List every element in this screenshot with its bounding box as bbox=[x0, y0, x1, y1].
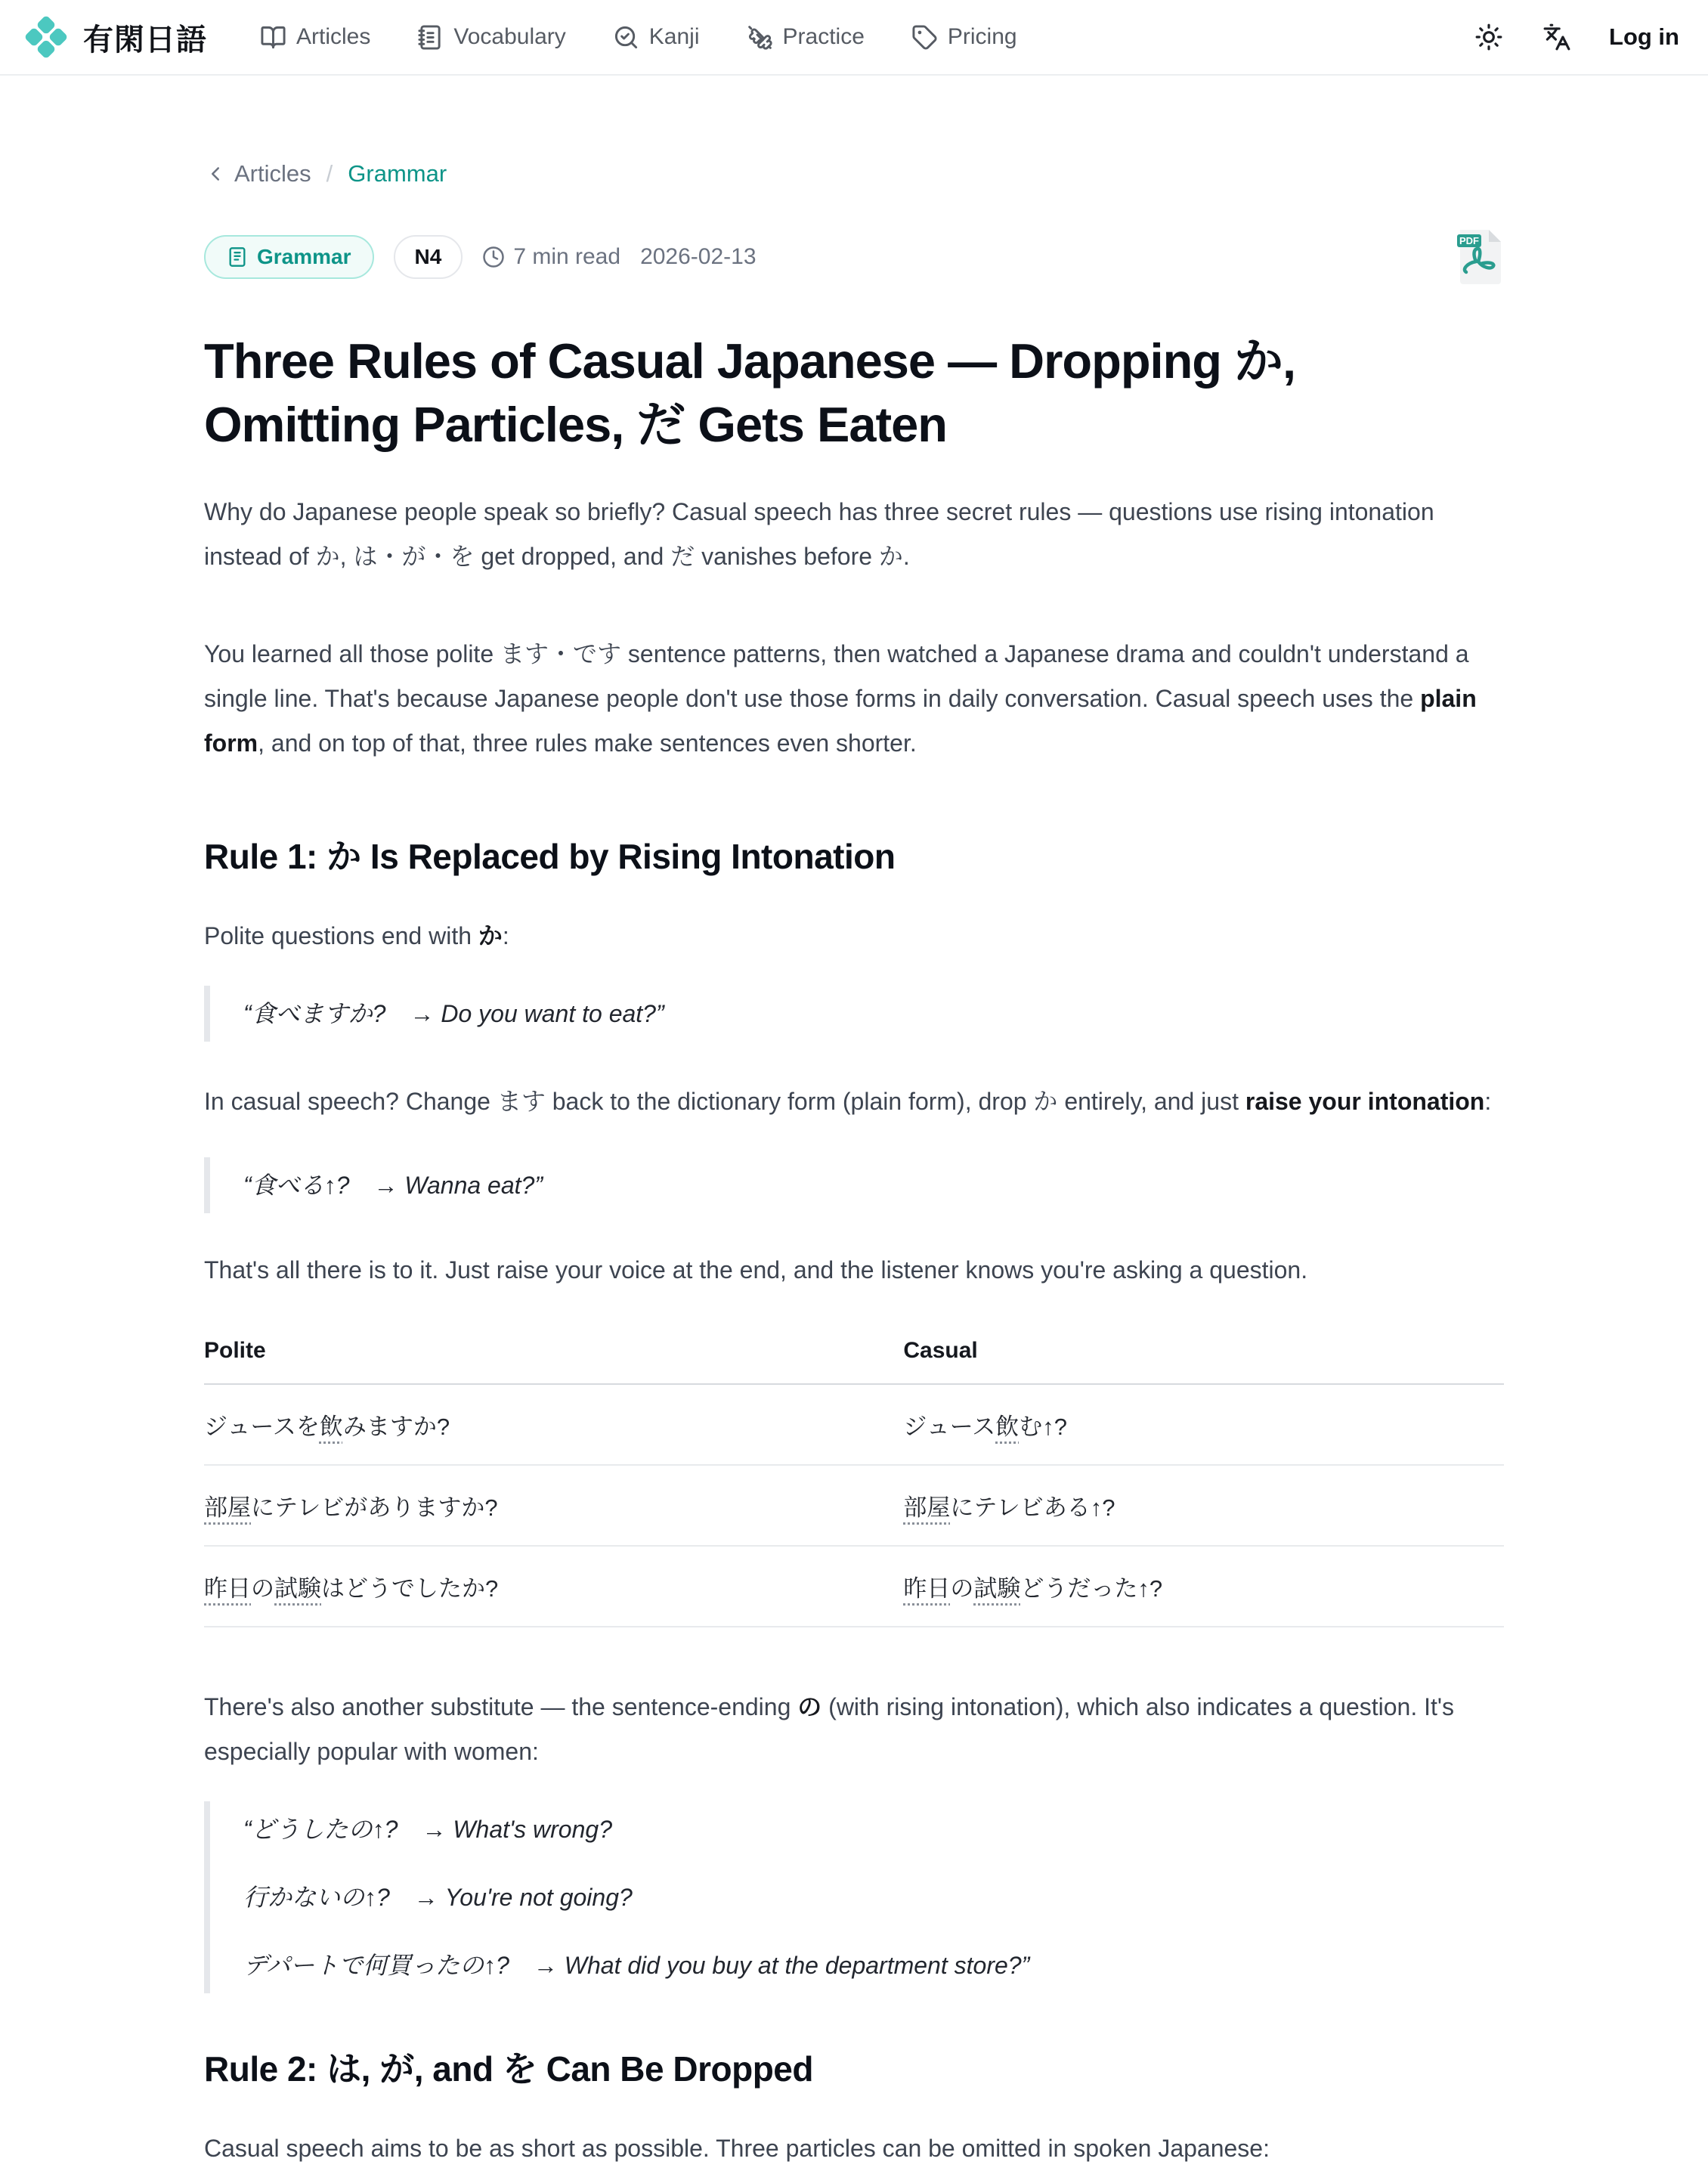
nav-item-practice[interactable] bbox=[747, 24, 865, 51]
brand-name: 有閑日語 bbox=[83, 23, 207, 57]
nav-label: Articles bbox=[296, 24, 371, 49]
search-check-icon bbox=[613, 24, 639, 51]
table-row bbox=[204, 1384, 1504, 1465]
rule2-paragraph-1: Casual speech aims to be as short as possible. Three particles can be omitted in spoken Japanese: bbox=[204, 2134, 1270, 2162]
annotated-kanji: 試験 bbox=[973, 1575, 1021, 1602]
rule1-paragraph-3: That's all there is to it. Just raise your voice at the end, and the listener knows you're asking a question. bbox=[204, 1256, 1308, 1284]
article-container bbox=[204, 160, 1504, 2171]
category-badge[interactable] bbox=[204, 235, 374, 279]
article-subtitle: Why do Japanese people speak so briefly? Casual speech has three secret rules — questions use rising intonation instead of か, は・が・を get dropped, and だ vanishes before か. bbox=[204, 497, 1434, 570]
read-time bbox=[482, 244, 620, 270]
table-cell: 部屋にテレビがありますか? bbox=[204, 1465, 903, 1546]
nav-label: Pricing bbox=[947, 24, 1017, 49]
table-cell: ジュース飲む↑? bbox=[903, 1384, 1504, 1465]
table-cell: 部屋にテレビある↑? bbox=[903, 1465, 1504, 1546]
annotated-kanji: 昨日 bbox=[204, 1575, 251, 1602]
chevron-left-icon bbox=[204, 163, 227, 185]
nav-item-vocabulary[interactable] bbox=[417, 24, 565, 51]
text-segment: , and on top of that, three rules make sentences even shorter. bbox=[258, 729, 917, 757]
category-badge-label: Grammar bbox=[257, 245, 351, 268]
table-row bbox=[204, 1546, 1504, 1627]
text-segment: : bbox=[502, 921, 509, 949]
text-segment: There's also another substitute — the sentence-ending bbox=[204, 1692, 798, 1720]
page-title: Three Rules of Casual Japanese — Dropping か, Omitting Particles, だ Gets Eaten bbox=[204, 333, 1296, 452]
quote-text: “食べますか? → Do you want to eat?” bbox=[243, 999, 664, 1027]
nav-label: Vocabulary bbox=[453, 24, 566, 49]
table-header-cell: Casual bbox=[903, 1338, 1504, 1384]
nav-label: Practice bbox=[782, 24, 865, 49]
clock-icon bbox=[482, 246, 505, 268]
text-segment: In casual speech? Change ます back to the dictionary form (plain form), drop か entirely, and just bbox=[204, 1087, 1245, 1115]
table-header-cell: Polite bbox=[204, 1338, 903, 1384]
table-cell: 昨日の試験どうだった↑? bbox=[903, 1546, 1504, 1627]
table-head bbox=[204, 1338, 1504, 1384]
tag-icon bbox=[911, 24, 938, 51]
breadcrumb-back-link[interactable] bbox=[204, 160, 311, 187]
nav-label: Kanji bbox=[648, 24, 700, 49]
book-text-icon bbox=[227, 246, 248, 268]
rule2-heading: Rule 2: は, が, and を Can Be Dropped bbox=[204, 2048, 813, 2089]
svg-text:PDF: PDF bbox=[1459, 235, 1479, 246]
rule1-table bbox=[204, 1338, 1504, 1627]
annotated-kanji: 飲 bbox=[319, 1413, 343, 1440]
quote-line: 行かないの↑? → You're not going? bbox=[243, 1883, 633, 1911]
breadcrumb bbox=[204, 160, 1504, 187]
quote-line: デパートで何買ったの↑? → What did you buy at the department store?” bbox=[243, 1951, 1030, 1979]
annotated-kanji: 部屋 bbox=[903, 1494, 951, 1521]
text-segment: (with rising intonation), which also indicates a question. It's especially popular with women: bbox=[204, 1692, 1455, 1765]
example-quote-1 bbox=[204, 986, 1504, 1042]
publish-date: 2026-02-13 bbox=[640, 244, 757, 269]
language-switch-icon[interactable] bbox=[1541, 21, 1573, 53]
read-time-label: 7 min read bbox=[513, 244, 621, 269]
breadcrumb-back-label: Articles bbox=[234, 160, 311, 187]
rule1-paragraph-1 bbox=[204, 914, 1504, 958]
text-segment: Polite questions end with bbox=[204, 921, 478, 949]
quote-line: “どうしたの↑? → What's wrong? bbox=[243, 1815, 612, 1843]
jlpt-level-badge: N4 bbox=[394, 235, 463, 279]
nav-item-pricing[interactable] bbox=[911, 24, 1017, 51]
notebook-icon bbox=[417, 24, 444, 51]
table-cell: 昨日の試験はどうでしたか? bbox=[204, 1546, 903, 1627]
brand-logo[interactable] bbox=[24, 15, 207, 59]
breadcrumb-current-link[interactable]: Grammar bbox=[348, 160, 447, 187]
nav-item-articles[interactable] bbox=[260, 24, 370, 51]
table-row bbox=[204, 1465, 1504, 1546]
annotated-kanji: 試験 bbox=[274, 1575, 321, 1602]
example-quote-3 bbox=[204, 1801, 1504, 1993]
emphasis-text: か bbox=[478, 921, 503, 949]
logo-clover-icon bbox=[24, 15, 68, 59]
annotated-kanji: 部屋 bbox=[204, 1494, 251, 1521]
quote-text: “食べる↑? → Wanna eat?” bbox=[243, 1171, 543, 1199]
dumbbell-icon bbox=[747, 24, 773, 51]
emphasis-text: の bbox=[797, 1692, 822, 1720]
theme-toggle-sun-icon[interactable] bbox=[1473, 21, 1505, 53]
download-pdf-button[interactable] bbox=[1456, 228, 1504, 286]
rule1-paragraph-2 bbox=[204, 1079, 1504, 1124]
header-actions bbox=[1473, 21, 1679, 53]
annotated-kanji: 飲 bbox=[995, 1413, 1020, 1440]
table-header-row bbox=[204, 1338, 1504, 1384]
table-body bbox=[204, 1384, 1504, 1627]
pdf-file-icon bbox=[1456, 228, 1504, 286]
nav-item-kanji[interactable] bbox=[613, 24, 700, 51]
main-nav bbox=[260, 24, 1017, 51]
example-quote-2 bbox=[204, 1157, 1504, 1213]
login-button[interactable]: Log in bbox=[1609, 23, 1679, 50]
intro-paragraph bbox=[204, 632, 1504, 766]
table-cell: ジュースを飲みますか? bbox=[204, 1384, 903, 1465]
rule1-paragraph-4 bbox=[204, 1685, 1504, 1774]
annotated-kanji: 昨日 bbox=[903, 1575, 951, 1602]
book-open-icon bbox=[260, 24, 286, 51]
text-segment: You learned all those polite ます・です sentence patterns, then watched a Japanese drama and couldn't understand a single line. That's because Japanese people don't use those forms in daily conversation. Casual speech uses the bbox=[204, 639, 1469, 712]
text-segment: : bbox=[1484, 1087, 1492, 1115]
emphasis-text: raise your intonation bbox=[1245, 1087, 1485, 1115]
header bbox=[0, 0, 1708, 76]
breadcrumb-separator: / bbox=[326, 160, 333, 187]
article-meta-row bbox=[204, 228, 1504, 286]
emphasis-text: plain form bbox=[204, 684, 1477, 757]
rule1-heading: Rule 1: か Is Replaced by Rising Intonation bbox=[204, 836, 896, 876]
